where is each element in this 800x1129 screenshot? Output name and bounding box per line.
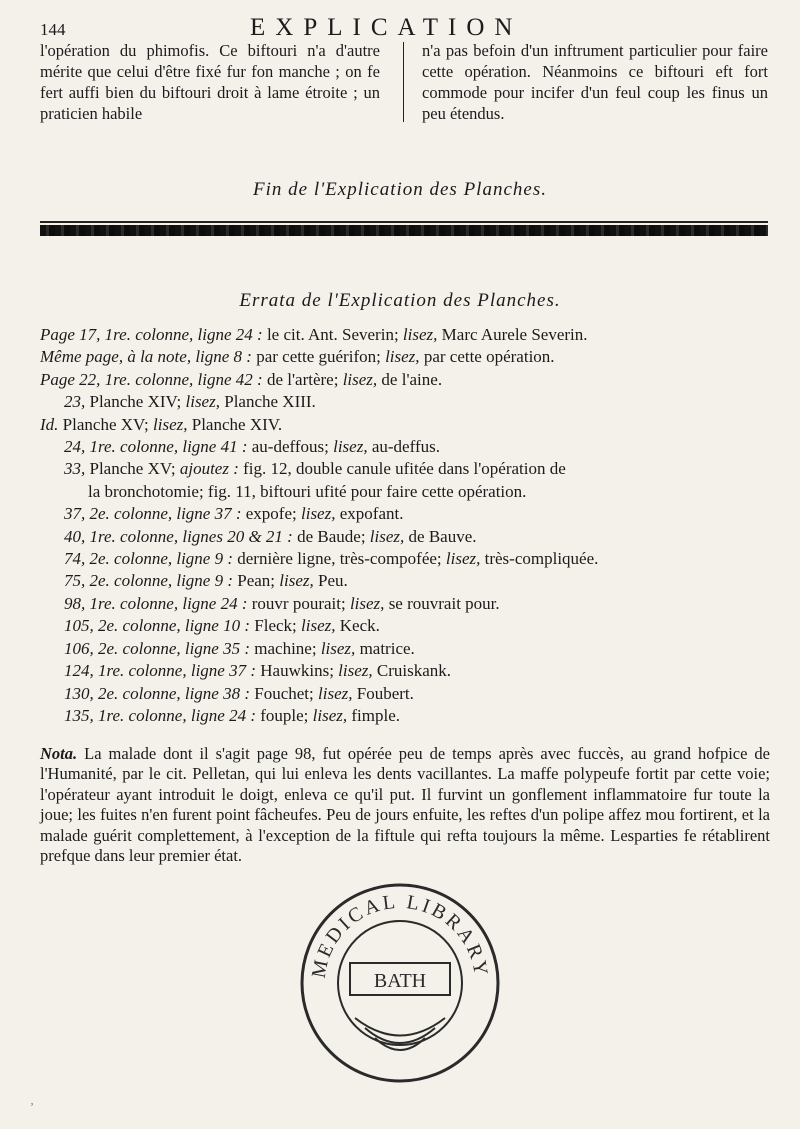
errata-item [40,593,780,615]
carryover-right-text: n'a pas befoin d'un inftrument particulier pour faire cette opération. Néanmoins ce biftouri eft fort commode pour incifer d'un feul coup les finus un peu étendus. [422,41,768,123]
errata-wrong-text: la bronchotomie; fig. 11, biftouri ufité pour faire cette opération. [88,481,527,501]
errata-wrong-text: Planche XV; [89,459,176,479]
errata-lisez: lisez, [279,571,314,591]
errata-wrong-text: dernière ligne, très-compofée; [237,549,442,569]
errata-wrong-text: au-deffous; [251,437,329,457]
errata-item [40,414,780,436]
errata-correction: par cette opération. [423,347,555,367]
errata-location: 98, 1re. colonne, ligne 24 : [64,593,248,613]
errata-wrong-text: de l'artère; [266,369,339,389]
errata-location: 135, 1re. colonne, ligne 24 : [64,705,256,725]
errata-correction: au-deffus. [371,437,440,457]
errata-item [40,436,780,458]
stamp-top-text: MEDICAL LIBRARY [307,890,493,980]
nota-lead: Nota. [40,744,78,763]
errata-lisez: lisez, [402,325,438,344]
errata-item [40,548,780,570]
nota-paragraph [40,744,770,866]
errata-correction: matrice. [359,638,415,658]
errata-item [40,458,780,480]
errata-location: 105, 2e. colonne, ligne 10 : [64,616,251,636]
errata-correction: se rouvrait pour. [388,593,500,613]
errata-item [40,369,780,391]
errata-lisez: lisez, [320,638,356,658]
errata-wrong-text: de Baude; [297,526,366,546]
errata-item [40,615,780,637]
errata-location: 40, 1re. colonne, lignes 20 & 21 : [64,526,293,546]
errata-wrong-text: le cit. Ant. Severin; [266,325,399,344]
errata-wrong-text: expofe; [245,504,297,524]
errata-lisez: lisez, [385,347,420,367]
errata-correction: Peu. [318,571,348,591]
errata-correction: Marc Aurele Severin. [441,325,588,344]
errata-wrong-text: Fleck; [254,616,297,636]
errata-lisez: lisez, [349,593,385,613]
errata-lisez: lisez, [301,616,336,636]
errata-lisez: ajoutez : [179,459,239,479]
nota-text: La malade dont il s'agit page 98, fut opérée peu de temps après avec fuccès, au grand hofpice de l'Humanité, par le cit. Pelletan, qui lui enleva les dents vacillantes. La maffe polypeufe fortit par cette voie; l'opérateur ayant introduit le doigt, enleva ce qu'il put. Il furvint un gonflement inflammatoire fur toute la joue; les fuites n'en furent point fâcheufes. Peu de jours enfuite, les reftes d'un polipe affez mou fortirent, et la malade guérit complettement, à l'exception de la fiftule qui refta toujours la même. Lesparties fe rétablirent prefque dans leur premier état. [40,744,771,866]
errata-location: Page 17, 1re. colonne, ligne 24 : [40,325,263,344]
errata-item [40,346,780,368]
errata-item [40,683,780,705]
corner-mark: ʼ [30,1100,34,1114]
errata-location: 33, [64,459,86,479]
errata-correction: Keck. [339,616,380,636]
errata-wrong-text: rouvr pourait; [251,593,346,613]
errata-correction: Planche XIV. [191,414,283,434]
fin-title: Fin de l'Explication des Planches. [253,179,547,200]
errata-location: 23, [64,392,86,412]
library-stamp [295,878,505,1088]
errata-wrong-text: par cette guérifon; [256,347,381,367]
errata-correction: Cruiskank. [376,661,452,681]
errata-correction: de Bauve. [408,526,477,546]
errata-location: 130, 2e. colonne, ligne 38 : [64,683,251,703]
errata-item [40,570,780,592]
ornamental-band [40,225,768,236]
errata-correction: fig. 12, double canule ufitée dans l'opération de [243,459,566,479]
errata-wrong-text: fouple; [260,705,309,725]
errata-title: Errata de l'Explication des Planches. [239,290,561,311]
carryover-left-text: l'opération du phimofis. Ce biftouri n'a d'autre mérite que celui d'être fixé fur fon manche ; on fe fert auffi bien du biftouri droit à lame étroite ; un praticien habile [40,41,380,123]
errata-location: 24, 1re. colonne, ligne 41 : [64,437,248,457]
errata-lisez: lisez, [312,705,348,725]
errata-lisez: lisez, [338,661,373,681]
errata-location: 124, 1re. colonne, ligne 37 : [64,661,256,681]
errata-lisez: lisez, [301,504,336,524]
errata-correction: de l'aine. [381,369,443,389]
errata-item [40,324,780,346]
errata-correction: Foubert. [356,683,414,703]
errata-wrong-text: Planche XV; [62,414,149,434]
errata-lisez: lisez, [369,526,405,546]
errata-lisez: lisez, [445,549,481,569]
column-rule [403,42,404,122]
carryover-left-column [40,40,380,124]
errata-item [40,481,780,503]
errata-item [40,503,780,525]
page-number: 144 [40,20,66,39]
errata-lisez: lisez, [153,414,188,434]
errata-item [40,660,780,682]
errata-correction: très-compliquée. [484,549,599,569]
errata-wrong-text: Planche XIV; [89,392,182,412]
carryover-right-column [422,40,768,124]
errata-location: Même page, à la note, ligne 8 : [40,347,252,367]
errata-item [40,638,780,660]
errata-wrong-text: machine; [254,638,317,658]
errata-correction: Planche XIII. [224,392,316,412]
running-head: EXPLICATION [250,14,523,41]
errata-location: 37, 2e. colonne, ligne 37 : [64,504,242,524]
errata-wrong-text: Pean; [237,571,276,591]
errata-location: 74, 2e. colonne, ligne 9 : [64,549,234,569]
errata-list [40,324,780,727]
errata-correction: expofant. [339,504,404,524]
errata-item [40,391,780,413]
errata-location: 106, 2e. colonne, ligne 35 : [64,638,251,658]
stamp-center-text: BATH [373,970,427,992]
errata-location: Id. [40,414,59,434]
errata-location: Page 22, 1re. colonne, ligne 42 : [40,369,263,389]
svg-text:MEDICAL LIBRARY [308,891,492,980]
errata-item [40,526,780,548]
errata-item [40,705,780,727]
errata-lisez: lisez, [333,437,368,457]
errata-lisez: lisez, [318,683,353,703]
errata-location: 75, 2e. colonne, ligne 9 : [64,571,234,591]
errata-wrong-text: Hauwkins; [260,661,334,681]
errata-correction: fimple. [351,705,401,725]
errata-lisez: lisez, [342,369,378,389]
errata-wrong-text: Fouchet; [254,683,314,703]
errata-lisez: lisez, [185,392,220,412]
